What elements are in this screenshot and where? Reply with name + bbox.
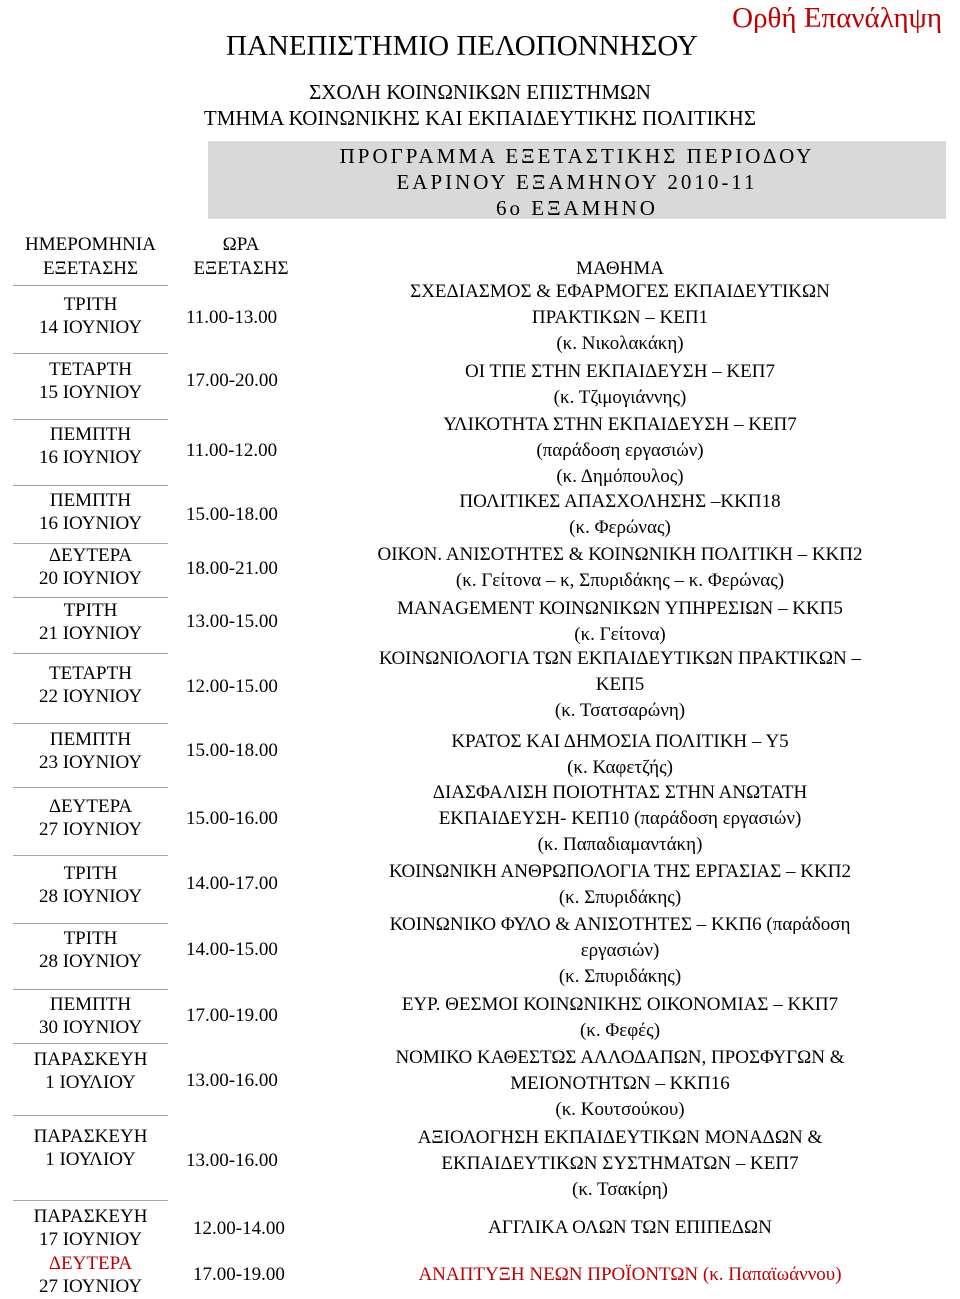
program-title: ΠΡΟΓΡΑΜΜΑ ΕΞΕΤΑΣΤΙΚΗΣ ΠΕΡΙΟΔΟΥ: [339, 144, 815, 168]
date-cell: [13, 795, 168, 841]
date-date: 1 ΙΟΥΛΙΟΥ: [45, 1149, 136, 1170]
corrected-reissue-banner: Ορθή Επανάληψη: [732, 2, 942, 34]
program-semester: ΕΑΡΙΝΟΥ ΕΞΑΜΗΝΟΥ 2010-11: [396, 170, 758, 194]
date-cell: [13, 544, 168, 590]
exam-time: 11.00-13.00: [186, 307, 278, 328]
date-day: ΤΡΙΤΗ: [63, 928, 118, 949]
date-date: 16 ΙΟΥΝΙΟΥ: [38, 447, 143, 468]
exam-subject: [300, 412, 940, 490]
exam-time: 15.00-16.00: [186, 808, 278, 829]
date-separator: [13, 989, 168, 990]
school-title: ΣΧΟΛΗ ΚΟΙΝΩΝΙΚΩΝ ΕΠΙΣΤΗΜΩΝ: [309, 80, 651, 104]
date-date: 16 ΙΟΥΝΙΟΥ: [38, 513, 143, 534]
date-separator: [13, 723, 168, 724]
subject-line: εργασιών): [580, 940, 660, 961]
subject-line: ΠΡΑΚΤΙΚΩΝ – ΚΕΠ1: [531, 307, 709, 328]
exam-subject: [300, 729, 940, 781]
exam-time: 12.00-15.00: [186, 676, 278, 697]
time-header-line2: ΕΞΕΤΑΣΗΣ: [193, 258, 289, 279]
date-cell: [13, 489, 168, 535]
subject-line: (κ. Φερώνας): [569, 517, 671, 538]
subject-line: ΝΟΜΙΚΟ ΚΑΘΕΣΤΩΣ ΑΛΛΟΔΑΠΩΝ, ΠΡΟΣΦΥΓΩΝ &: [395, 1047, 845, 1068]
university-title: ΠΑΝΕΠΙΣΤΗΜΙΟ ΠΕΛΟΠΟΝΝΗΣΟΥ: [226, 30, 698, 62]
date-separator: [13, 485, 168, 486]
exam-subject: [300, 992, 940, 1044]
exam-time: 17.00-19.00: [186, 1005, 278, 1026]
date-date: 27 ΙΟΥΝΙΟΥ: [38, 819, 143, 840]
date-date: 28 ΙΟΥΝΙΟΥ: [38, 886, 143, 907]
date-date: 14 ΙΟΥΝΙΟΥ: [38, 317, 143, 338]
date-date: 30 ΙΟΥΝΙΟΥ: [38, 1017, 143, 1038]
subject-line: (κ. Τσακίρη): [572, 1179, 668, 1200]
date-date: 20 ΙΟΥΝΙΟΥ: [38, 568, 143, 589]
subject-header: ΜΑΘΗΜΑ: [576, 258, 664, 279]
date-day: ΔΕΥΤΕΡΑ: [48, 1253, 133, 1274]
exam-subject: [300, 596, 940, 648]
subject-line: ΚΕΠ5: [595, 674, 645, 695]
exam-time: 12.00-14.00: [193, 1218, 285, 1239]
date-date: 17 ΙΟΥΝΙΟΥ: [38, 1229, 143, 1250]
date-separator: [13, 923, 168, 924]
subject-line: ΔΙΑΣΦΑΛΙΣΗ ΠΟΙΟΤΗΤΑΣ ΣΤΗΝ ΑΝΩΤΑΤΗ: [432, 782, 808, 803]
exam-subject: [300, 489, 940, 541]
date-date: 15 ΙΟΥΝΙΟΥ: [38, 382, 143, 403]
date-cell: [13, 599, 168, 645]
date-day: ΠΑΡΑΣΚΕΥΗ: [33, 1049, 148, 1070]
exam-subject: [380, 1215, 880, 1241]
date-day: ΔΕΥΤΕΡΑ: [48, 796, 133, 817]
date-separator: [13, 285, 168, 286]
date-day: ΤΡΙΤΗ: [63, 863, 118, 884]
date-cell: [13, 1205, 168, 1251]
exam-subject: [300, 1125, 940, 1203]
exam-time: 11.00-12.00: [186, 440, 278, 461]
date-cell: [13, 728, 168, 774]
subject-line: (κ. Καφετζής): [567, 757, 673, 778]
date-date: 23 ΙΟΥΝΙΟΥ: [38, 752, 143, 773]
exam-subject: [300, 1045, 940, 1123]
exam-time: 14.00-17.00: [186, 873, 278, 894]
exam-subject: [300, 359, 940, 411]
subject-line: ΕΚΠΑΙΔΕΥΣΗ- ΚΕΠ10 (παράδοση εργασιών): [438, 808, 802, 829]
subject-line: (κ. Σπυριδάκης): [558, 966, 682, 987]
exam-subject: [320, 1262, 940, 1288]
date-date: 21 ΙΟΥΝΙΟΥ: [38, 623, 143, 644]
date-separator: [13, 419, 168, 420]
date-cell: [13, 423, 168, 469]
date-day: ΤΕΤΑΡΤΗ: [49, 359, 132, 380]
subject-line: (κ. Γείτονα – κ, Σπυριδάκης – κ. Φερώνας): [455, 570, 785, 591]
date-day: ΤΡΙΤΗ: [63, 600, 118, 621]
subject-line: ΟΙ ΤΠΕ ΣΤΗΝ ΕΚΠΑΙΔΕΥΣΗ – ΚΕΠ7: [465, 361, 775, 382]
department-title: ΤΜΗΜΑ ΚΟΙΝΩΝΙΚΗΣ ΚΑΙ ΕΚΠΑΙΔΕΥΤΙΚΗΣ ΠΟΛΙΤΙΚΗΣ: [203, 106, 757, 130]
date-date: 27 ΙΟΥΝΙΟΥ: [38, 1276, 143, 1297]
date-separator: [13, 597, 168, 598]
date-separator: [13, 855, 168, 856]
date-separator: [13, 1200, 168, 1201]
exam-subject: [300, 646, 940, 724]
exam-subject: [300, 912, 940, 990]
date-day: ΤΕΤΑΡΤΗ: [49, 663, 132, 684]
date-day: ΠΑΡΑΣΚΕΥΗ: [33, 1206, 148, 1227]
subject-line: (κ. Κουτσούκου): [555, 1099, 685, 1120]
subject-line: (κ. Φεφές): [579, 1020, 661, 1041]
subject-line: ΥΛΙΚΟΤΗΤΑ ΣΤΗΝ ΕΚΠΑΙΔΕΥΣΗ – ΚΕΠ7: [443, 414, 797, 435]
subject-line: (κ. Τσατσαρώνη): [554, 700, 686, 721]
dates-column: [13, 225, 168, 1298]
date-separator: [13, 787, 168, 788]
exam-time: 15.00-18.00: [186, 504, 278, 525]
subject-line: ΕΚΠΑΙΔΕΥΤΙΚΩΝ ΣΥΣΤΗΜΑΤΩΝ – ΚΕΠ7: [441, 1153, 799, 1174]
date-day: ΠΕΜΠΤΗ: [49, 424, 132, 445]
date-cell: [13, 662, 168, 708]
date-day: ΠΕΜΠΤΗ: [49, 729, 132, 750]
exam-time: 13.00-16.00: [186, 1070, 278, 1091]
subject-line: ΚΟΙΝΩΝΙΟΛΟΓΙΑ ΤΩΝ ΕΚΠΑΙΔΕΥΤΙΚΩΝ ΠΡΑΚΤΙΚΩΝ –: [379, 648, 861, 669]
date-date: 1 ΙΟΥΛΙΟΥ: [45, 1072, 136, 1093]
subject-line: ΑΝΑΠΤΥΞΗ ΝΕΩΝ ΠΡΟΪΟΝΤΩΝ (κ. Παπαϊωάννου): [418, 1264, 842, 1285]
date-cell: [13, 358, 168, 404]
subject-line: MANAGEMENT ΚΟΙΝΩΝΙΚΩΝ ΥΠΗΡΕΣΙΩΝ – ΚΚΠ5: [397, 598, 843, 619]
program-term: 6ο ΕΞΑΜΗΝΟ: [496, 196, 658, 220]
date-cell: [13, 1252, 168, 1298]
subject-line: ΚΟΙΝΩΝΙΚΗ ΑΝΘΡΩΠΟΛΟΓΙΑ ΤΗΣ ΕΡΓΑΣΙΑΣ – ΚΚΠ2: [389, 861, 851, 882]
date-header-line2: ΕΞΕΤΑΣΗΣ: [42, 258, 139, 279]
subject-line: ΠΟΛΙΤΙΚΕΣ ΑΠΑΣΧΟΛΗΣΗΣ –ΚΚΠ18: [459, 491, 781, 512]
exam-subject: [300, 859, 940, 911]
date-separator: [13, 1043, 168, 1044]
subject-line: (κ. Σπυριδάκης): [558, 887, 682, 908]
exam-time: 13.00-16.00: [186, 1150, 278, 1171]
exam-time: 13.00-15.00: [186, 611, 278, 632]
exam-time: 17.00-20.00: [186, 370, 278, 391]
date-cell: [13, 862, 168, 908]
subject-line: ΑΓΓΛΙΚΑ ΟΛΩΝ ΤΩΝ ΕΠΙΠΕΔΩΝ: [488, 1217, 772, 1238]
subject-line: (κ. Παπαδιαμαντάκη): [537, 834, 703, 855]
subject-line: ΑΞΙΟΛΟΓΗΣΗ ΕΚΠΑΙΔΕΥΤΙΚΩΝ ΜΟΝΑΔΩΝ &: [417, 1127, 823, 1148]
date-day: ΠΕΜΠΤΗ: [49, 490, 132, 511]
date-day: ΠΑΡΑΣΚΕΥΗ: [33, 1126, 148, 1147]
date-day: ΔΕΥΤΕΡΑ: [48, 545, 133, 566]
date-cell: [13, 993, 168, 1039]
date-separator: [13, 653, 168, 654]
subject-line: ΟΙΚΟΝ. ΑΝΙΣΟΤΗΤΕΣ & ΚΟΙΝΩΝΙΚΗ ΠΟΛΙΤΙΚΗ – ΚΚΠ2: [377, 544, 863, 565]
date-date: 28 ΙΟΥΝΙΟΥ: [38, 951, 143, 972]
date-separator: [13, 1115, 168, 1116]
date-header-line1: ΗΜΕΡΟΜΗΝΙΑ: [25, 234, 156, 255]
subject-line: ΕΥΡ. ΘΕΣΜΟΙ ΚΟΙΝΩΝΙΚΗΣ ΟΙΚΟΝΟΜΙΑΣ – ΚΚΠ7: [401, 994, 839, 1015]
subject-line: (κ. Τζιμογιάννης): [553, 387, 687, 408]
date-cell: [13, 1048, 168, 1094]
subject-line: ΜΕΙΟΝΟΤΗΤΩΝ – ΚΚΠ16: [510, 1073, 730, 1094]
date-day: ΤΡΙΤΗ: [63, 294, 118, 315]
exam-subject: [300, 780, 940, 858]
exam-subject: [300, 279, 940, 357]
exam-time: 17.00-19.00: [193, 1264, 285, 1285]
subject-line: ΣΧΕΔΙΑΣΜΟΣ & ΕΦΑΡΜΟΓΕΣ ΕΚΠΑΙΔΕΥΤΙΚΩΝ: [410, 281, 830, 302]
date-cell: [13, 1125, 168, 1171]
date-date: 22 ΙΟΥΝΙΟΥ: [38, 686, 143, 707]
subject-line: (κ. Δημόπουλος): [556, 466, 684, 487]
time-header-line1: ΩΡΑ: [222, 234, 260, 255]
subject-line: (κ. Νικολακάκη): [556, 333, 684, 354]
exam-time: 14.00-15.00: [186, 939, 278, 960]
date-separator: [13, 353, 168, 354]
exam-time: 15.00-18.00: [186, 740, 278, 761]
date-cell: [13, 293, 168, 339]
subject-line: (παράδοση εργασιών): [536, 440, 704, 461]
subject-line: ΚΟΙΝΩΝΙΚΟ ΦΥΛΟ & ΑΝΙΣΟΤΗΤΕΣ – ΚΚΠ6 (παράδοση: [389, 914, 851, 935]
exam-subject: [300, 542, 940, 594]
subject-line: ΚΡΑΤΟΣ ΚΑΙ ΔΗΜΟΣΙΑ ΠΟΛΙΤΙΚΗ – Υ5: [451, 731, 789, 752]
subject-line: (κ. Γείτονα): [574, 624, 666, 645]
date-day: ΠΕΜΠΤΗ: [49, 994, 132, 1015]
exam-time: 18.00-21.00: [186, 558, 278, 579]
date-cell: [13, 927, 168, 973]
